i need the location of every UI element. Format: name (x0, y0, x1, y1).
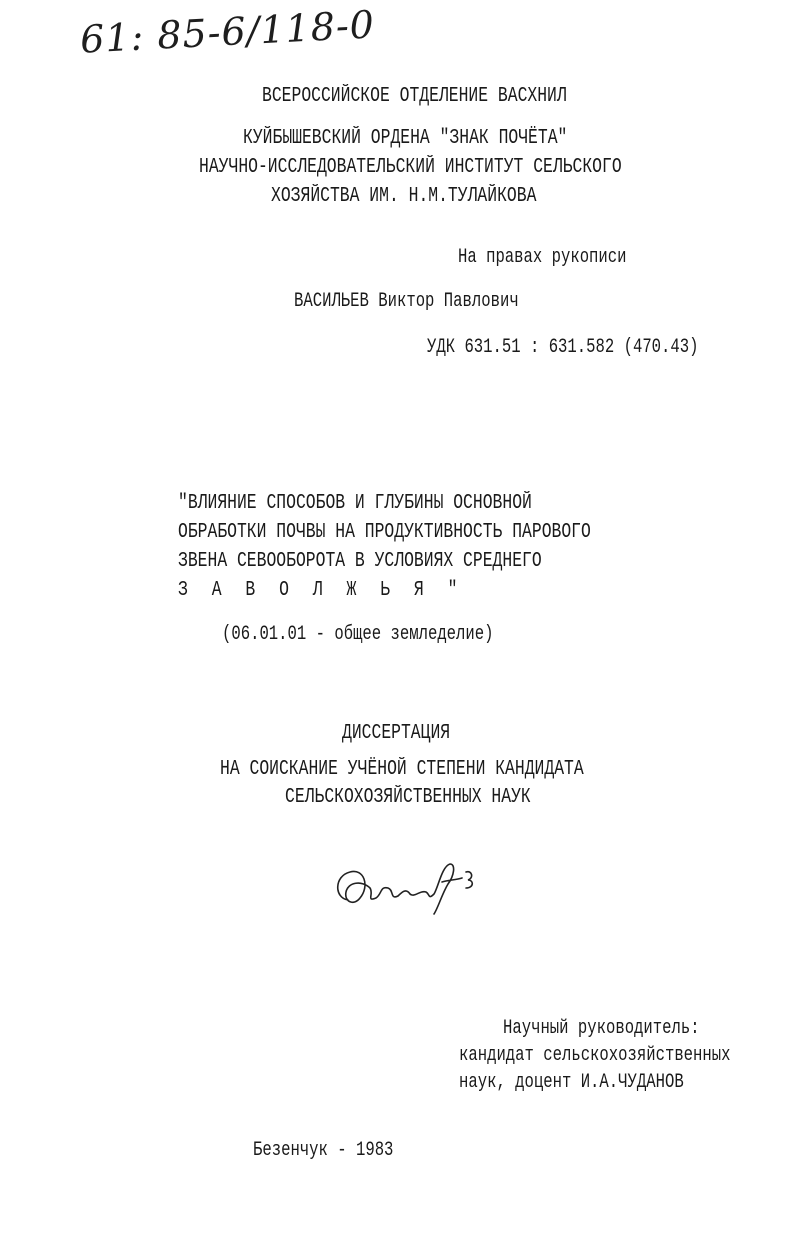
udk-code: УДК 631.51 : 631.582 (470.43) (427, 336, 699, 359)
author-signature (330, 858, 490, 918)
specialty-code: (06.01.01 - общее земледелие) (222, 623, 494, 646)
place-and-year: Безенчук - 1983 (253, 1139, 394, 1162)
supervisor-label: Научный руководитель: (503, 1017, 700, 1040)
title-line-3: ЗВЕНА СЕВООБОРОТА В УСЛОВИЯХ СРЕДНЕГО (178, 550, 542, 573)
header-line-4: ХОЗЯЙСТВА ИМ. Н.М.ТУЛАЙКОВА (271, 185, 537, 208)
degree-line-2: НА СОИСКАНИЕ УЧЁНОЙ СТЕПЕНИ КАНДИДАТА (220, 758, 584, 781)
handwritten-archive-code: 61: 85-6/118-0 (79, 2, 376, 62)
degree-line-3: СЕЛЬСКОХОЗЯЙСТВЕННЫХ НАУК (285, 786, 531, 809)
header-line-1: ВСЕРОССИЙСКОЕ ОТДЕЛЕНИЕ ВАСХНИЛ (262, 85, 567, 108)
manuscript-rights: На правах рукописи (458, 246, 627, 269)
document-type: ДИССЕРТАЦИЯ (342, 722, 451, 745)
header-line-3: НАУЧНО-ИССЛЕДОВАТЕЛЬСКИЙ ИНСТИТУТ СЕЛЬСКОГО (199, 156, 622, 179)
title-line-4: З А В О Л Ж Ь Я " (178, 579, 465, 602)
supervisor-degree: кандидат сельскохозяйственных (459, 1044, 731, 1067)
header-line-2: КУЙБЫШЕВСКИЙ ОРДЕНА "ЗНАК ПОЧЁТА" (243, 127, 568, 150)
supervisor-name: наук, доцент И.А.ЧУДАНОВ (459, 1071, 684, 1094)
title-line-1: "ВЛИЯНИЕ СПОСОБОВ И ГЛУБИНЫ ОСНОВНОЙ (178, 492, 532, 515)
title-line-2: ОБРАБОТКИ ПОЧВЫ НА ПРОДУКТИВНОСТЬ ПАРОВОГО (178, 521, 591, 544)
author-name: ВАСИЛЬЕВ Виктор Павлович (294, 290, 519, 313)
